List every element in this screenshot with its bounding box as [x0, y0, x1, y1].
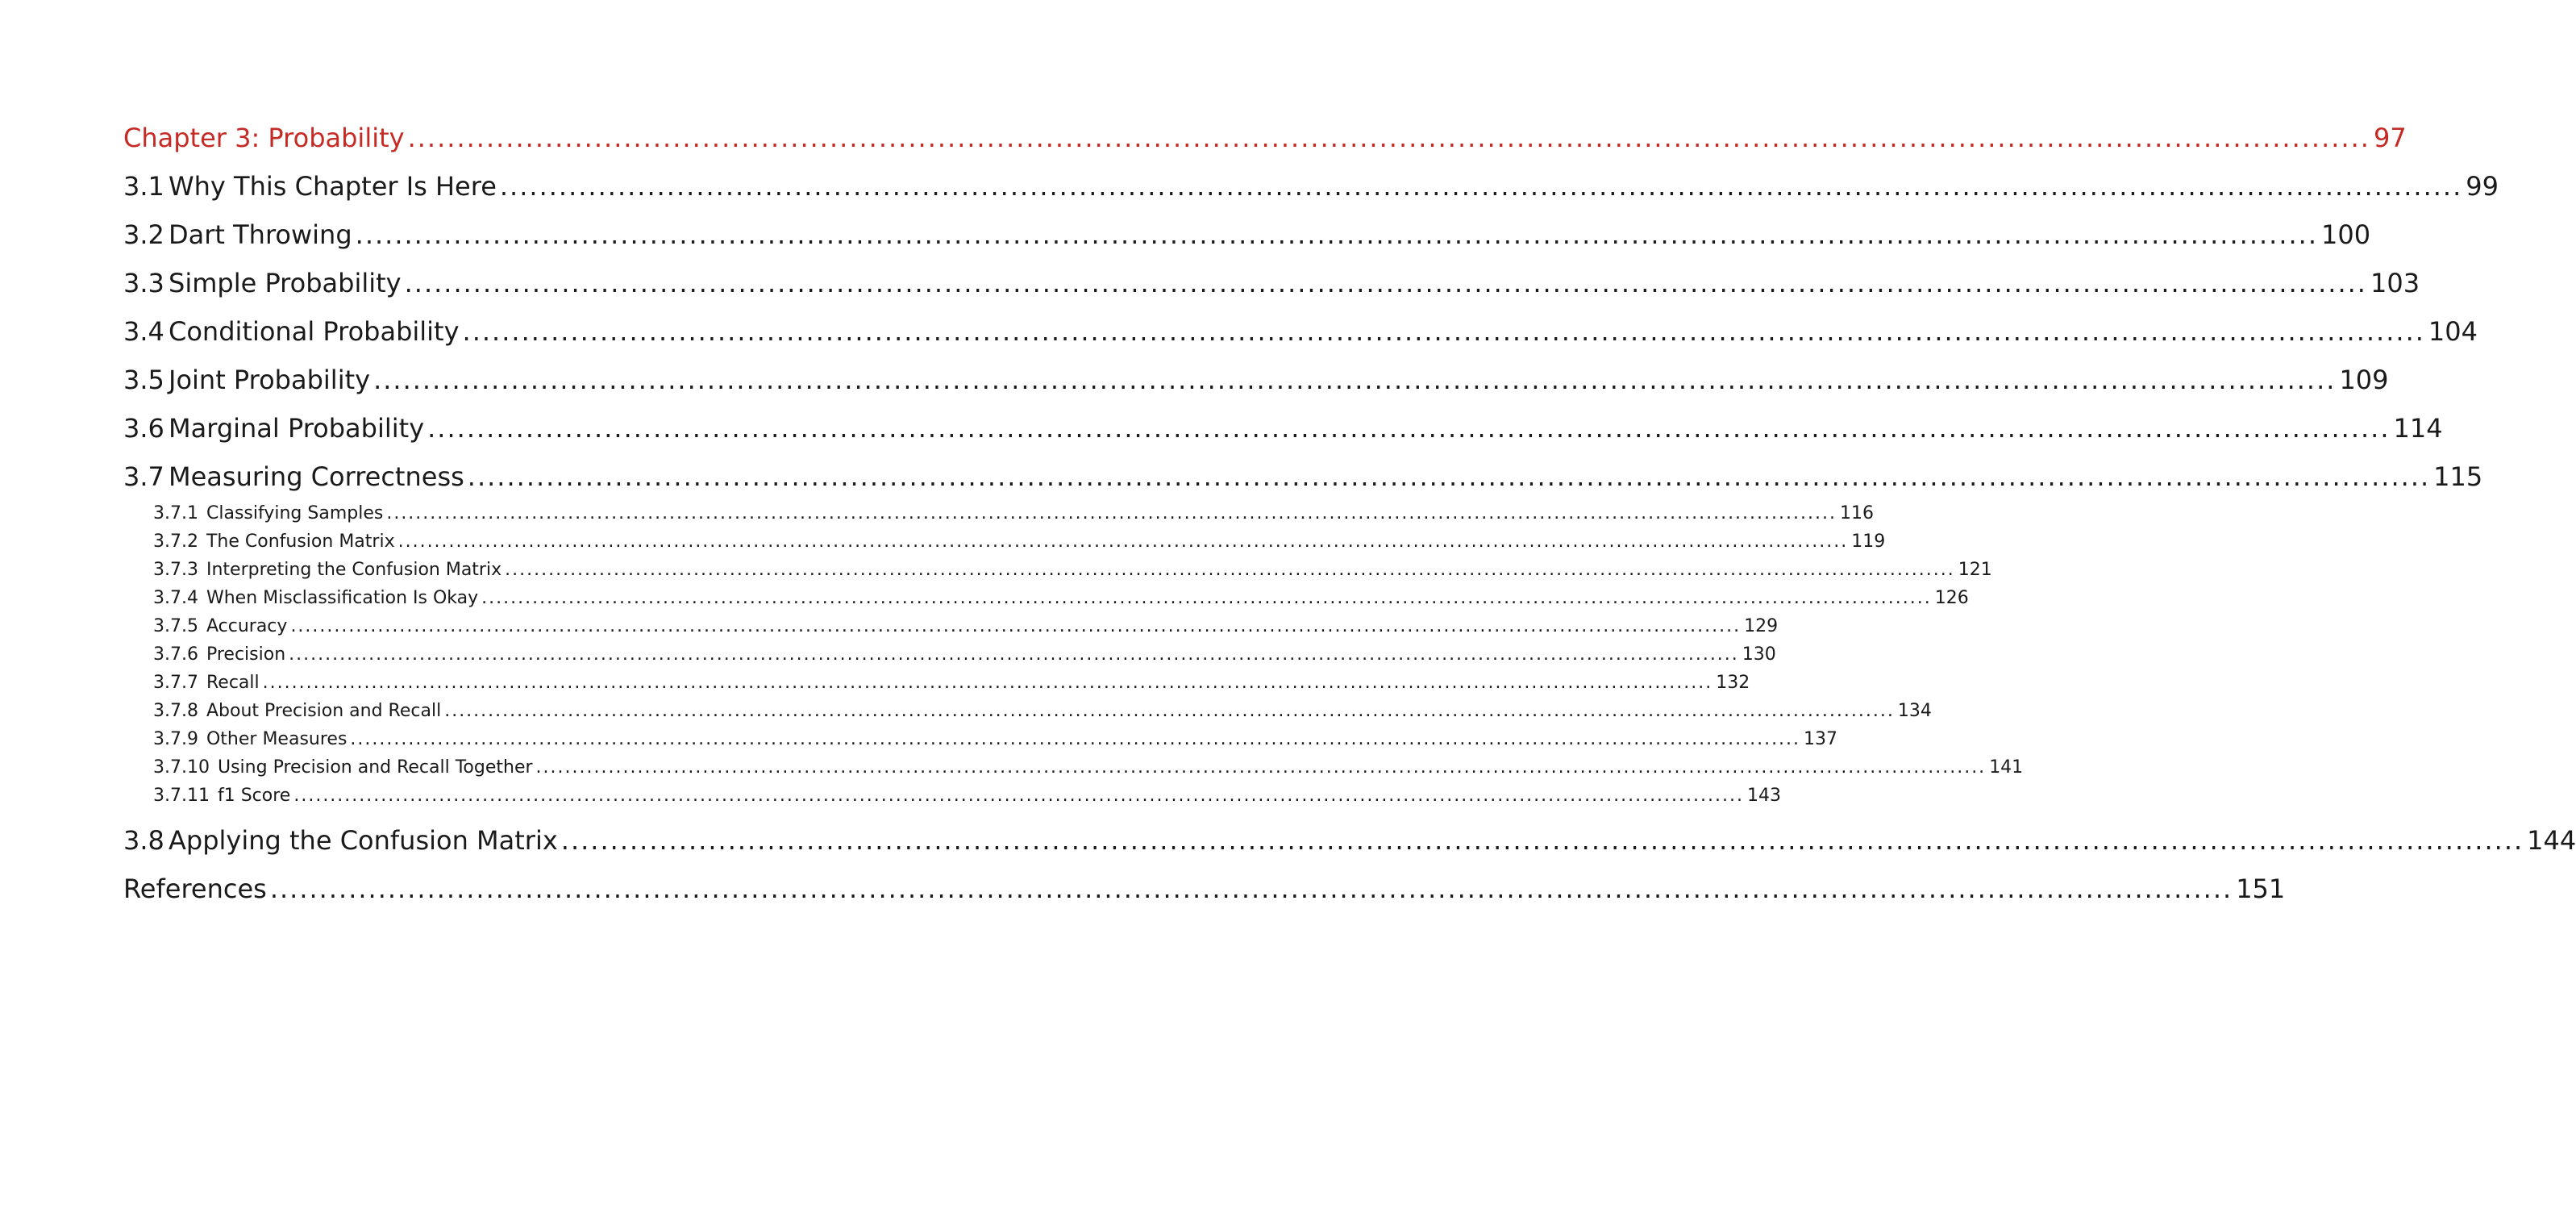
section-title: Joint Probability — [169, 365, 371, 395]
toc-section-3-7[interactable] — [123, 461, 2483, 510]
section-title: Marginal Probability — [169, 413, 425, 444]
toc-section-3-5[interactable] — [123, 365, 2389, 413]
table-of-contents — [123, 123, 2576, 922]
subsection-number: 3.7.1 — [153, 503, 198, 523]
section-page-number: 115 — [2433, 461, 2483, 492]
section-title: Conditional Probability — [169, 316, 460, 347]
subsection-page-number: 143 — [1746, 786, 1781, 806]
references-page-number: 151 — [2236, 874, 2286, 904]
subsection-page-number: 132 — [1716, 673, 1750, 693]
subsection-title: f1 Score — [217, 786, 291, 806]
subsection-number: 3.7.8 — [153, 701, 198, 721]
subsection-title: About Precision and Recall — [206, 701, 442, 721]
section-page-number: 104 — [2428, 316, 2478, 347]
dot-leader — [405, 268, 2367, 298]
subsection-page-number: 126 — [1934, 588, 1969, 608]
dot-leader — [293, 786, 1744, 806]
section-page-number: 100 — [2321, 219, 2371, 250]
toc-subsection-3-7-11[interactable] — [153, 786, 1781, 814]
subsection-list — [153, 503, 2024, 814]
subsection-number: 3.7.11 — [153, 786, 210, 806]
section-title: Why This Chapter Is Here — [169, 171, 497, 202]
subsection-number: 3.7.4 — [153, 588, 198, 608]
subsection-page-number: 137 — [1804, 729, 1838, 749]
toc-subsection-3-7-2[interactable] — [153, 532, 1886, 560]
toc-section-3-1[interactable] — [123, 171, 2499, 219]
subsection-page-number: 130 — [1742, 644, 1776, 665]
section-number: 3.8 — [123, 825, 164, 856]
subsection-number: 3.7.6 — [153, 644, 198, 665]
subsection-page-number: 121 — [1958, 560, 1992, 580]
section-number: 3.4 — [123, 316, 164, 347]
toc-subsection-3-7-9[interactable] — [153, 729, 1838, 757]
section-title: Measuring Correctness — [169, 461, 464, 492]
dot-leader — [290, 616, 1741, 636]
dot-leader — [561, 825, 2524, 856]
section-number: 3.2 — [123, 219, 164, 250]
section-page-number: 99 — [2466, 171, 2499, 202]
toc-section-3-2[interactable] — [123, 219, 2371, 268]
subsection-page-number: 116 — [1839, 503, 1874, 523]
dot-leader — [350, 729, 1800, 749]
section-page-number: 109 — [2339, 365, 2389, 395]
dot-leader — [427, 413, 2390, 444]
chapter-title: Chapter 3: Probability — [123, 123, 405, 153]
section-number: 3.1 — [123, 171, 164, 202]
subsection-page-number: 134 — [1897, 701, 1932, 721]
subsection-page-number: 119 — [1851, 532, 1886, 552]
subsection-title: Other Measures — [206, 729, 347, 749]
subsection-page-number: 141 — [1989, 757, 2024, 778]
dot-leader — [289, 644, 1739, 665]
section-title: Applying the Confusion Matrix — [169, 825, 558, 856]
subsection-number: 3.7.9 — [153, 729, 198, 749]
dot-leader — [481, 588, 1932, 608]
toc-section-3-3[interactable] — [123, 268, 2420, 316]
dot-leader — [263, 673, 1713, 693]
section-page-number: 114 — [2393, 413, 2443, 444]
toc-subsection-3-7-6[interactable] — [153, 644, 1776, 673]
section-title: Dart Throwing — [169, 219, 352, 250]
dot-leader — [398, 532, 1849, 552]
dot-leader — [270, 874, 2233, 904]
section-number: 3.3 — [123, 268, 164, 298]
subsection-page-number: 129 — [1744, 616, 1779, 636]
subsection-title: When Misclassification Is Okay — [206, 588, 479, 608]
dot-leader — [373, 365, 2336, 395]
dot-leader — [444, 701, 1895, 721]
dot-leader — [500, 171, 2462, 202]
section-title: Simple Probability — [169, 268, 402, 298]
subsection-number: 3.7.5 — [153, 616, 198, 636]
section-page-number: 144 — [2527, 825, 2576, 856]
subsection-number: 3.7.2 — [153, 532, 198, 552]
subsection-title: Classifying Samples — [206, 503, 384, 523]
dot-leader — [386, 503, 1837, 523]
toc-section-3-8[interactable] — [123, 825, 2576, 874]
subsection-number: 3.7.3 — [153, 560, 198, 580]
subsection-title: Precision — [206, 644, 286, 665]
section-number: 3.5 — [123, 365, 164, 395]
subsection-title: The Confusion Matrix — [206, 532, 395, 552]
toc-subsection-3-7-10[interactable] — [153, 757, 2024, 786]
toc-subsection-3-7-8[interactable] — [153, 701, 1932, 729]
subsection-title: Accuracy — [206, 616, 288, 636]
toc-subsection-3-7-4[interactable] — [153, 588, 1969, 616]
references-title: References — [123, 874, 267, 904]
dot-leader — [505, 560, 1955, 580]
subsection-number: 3.7.10 — [153, 757, 210, 778]
toc-chapter-entry[interactable] — [123, 123, 2407, 171]
subsection-number: 3.7.7 — [153, 673, 198, 693]
toc-references-entry[interactable] — [123, 874, 2286, 922]
toc-section-3-4[interactable] — [123, 316, 2478, 365]
toc-subsection-3-7-1[interactable] — [153, 503, 1874, 532]
dot-leader — [356, 219, 2318, 250]
subsection-title: Recall — [206, 673, 260, 693]
dot-leader — [463, 316, 2425, 347]
subsection-title: Interpreting the Confusion Matrix — [206, 560, 502, 580]
dot-leader — [536, 757, 1987, 778]
subsection-title: Using Precision and Recall Together — [217, 757, 533, 778]
toc-section-3-6[interactable] — [123, 413, 2443, 461]
section-number: 3.6 — [123, 413, 164, 444]
dot-leader — [468, 461, 2430, 492]
chapter-page-number: 97 — [2373, 123, 2407, 153]
toc-subsection-3-7-5[interactable] — [153, 616, 1779, 644]
section-page-number: 103 — [2370, 268, 2420, 298]
dot-leader — [408, 123, 2370, 153]
toc-subsection-3-7-3[interactable] — [153, 560, 1992, 588]
section-number: 3.7 — [123, 461, 164, 492]
toc-subsection-3-7-7[interactable] — [153, 673, 1750, 701]
